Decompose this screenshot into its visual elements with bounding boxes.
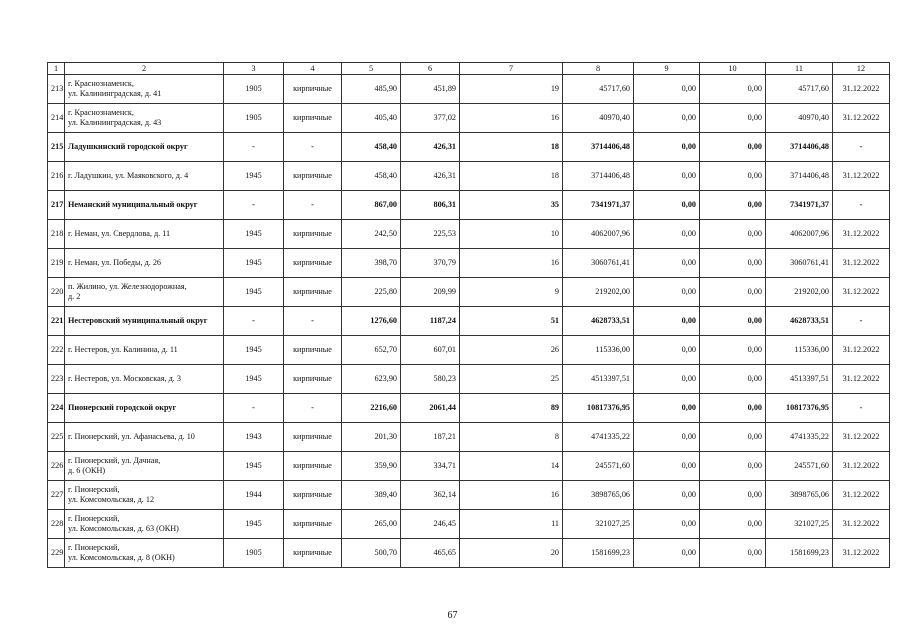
cost-other-cell: 4628733,51 bbox=[766, 307, 833, 336]
column-header: 6 bbox=[401, 63, 460, 75]
column-header: 12 bbox=[833, 63, 890, 75]
municipality-subtotal-row bbox=[48, 191, 890, 220]
address-cell bbox=[65, 510, 224, 539]
row-number: 223 bbox=[48, 365, 65, 394]
cost-other-cell: 321027,25 bbox=[766, 510, 833, 539]
residents-cell: 16 bbox=[460, 481, 563, 510]
deadline-cell: 31.12.2022 bbox=[833, 75, 890, 104]
cost-other-cell: 245571,60 bbox=[766, 452, 833, 481]
deadline-cell: 31.12.2022 bbox=[833, 278, 890, 307]
cost-budget-cell: 0,00 bbox=[700, 75, 766, 104]
address-cell bbox=[65, 539, 224, 568]
address-line: ул. Комсомольская, д. 63 (ОКН) bbox=[68, 524, 179, 533]
row-number: 226 bbox=[48, 452, 65, 481]
cost-other-cell: 219202,00 bbox=[766, 278, 833, 307]
cost-total-cell: 4741335,22 bbox=[563, 423, 634, 452]
housing-register-table bbox=[47, 62, 890, 568]
year-cell: - bbox=[224, 133, 284, 162]
residents-cell: 19 bbox=[460, 75, 563, 104]
address-line: ул. Комсомольская, д. 12 bbox=[68, 495, 155, 504]
deadline-cell: - bbox=[833, 133, 890, 162]
living-area-cell: 426,31 bbox=[401, 133, 460, 162]
living-area-cell: 2061,44 bbox=[401, 394, 460, 423]
year-cell: 1945 bbox=[224, 365, 284, 394]
residents-cell: 9 bbox=[460, 278, 563, 307]
cost-budget-cell: 0,00 bbox=[700, 423, 766, 452]
column-number-header-row bbox=[48, 63, 890, 75]
cost-fund-cell: 0,00 bbox=[634, 249, 700, 278]
address-line: г. Пионерский, bbox=[68, 485, 120, 494]
year-cell: - bbox=[224, 307, 284, 336]
living-area-cell: 370,79 bbox=[401, 249, 460, 278]
cost-total-cell: 4513397,51 bbox=[563, 365, 634, 394]
total-area-cell: 867,00 bbox=[342, 191, 401, 220]
total-area-cell: 389,40 bbox=[342, 481, 401, 510]
table-row bbox=[48, 278, 890, 307]
cost-budget-cell: 0,00 bbox=[700, 133, 766, 162]
row-number: 224 bbox=[48, 394, 65, 423]
address-line: г. Пионерский, ул. Дачная, bbox=[68, 456, 161, 465]
cost-total-cell: 45717,60 bbox=[563, 75, 634, 104]
row-number: 216 bbox=[48, 162, 65, 191]
total-area-cell: 359,90 bbox=[342, 452, 401, 481]
year-cell: - bbox=[224, 191, 284, 220]
address-cell bbox=[65, 452, 224, 481]
residents-cell: 16 bbox=[460, 104, 563, 133]
municipality-subtotal-row bbox=[48, 133, 890, 162]
deadline-cell: 31.12.2022 bbox=[833, 481, 890, 510]
total-area-cell: 265,00 bbox=[342, 510, 401, 539]
cost-other-cell: 45717,60 bbox=[766, 75, 833, 104]
row-number: 218 bbox=[48, 220, 65, 249]
column-header: 4 bbox=[284, 63, 342, 75]
table-row bbox=[48, 336, 890, 365]
column-header: 3 bbox=[224, 63, 284, 75]
table-row bbox=[48, 104, 890, 133]
column-header: 2 bbox=[65, 63, 224, 75]
column-header: 11 bbox=[766, 63, 833, 75]
living-area-cell: 209,99 bbox=[401, 278, 460, 307]
address-line: д. 2 bbox=[68, 292, 81, 301]
cost-other-cell: 1581699,23 bbox=[766, 539, 833, 568]
year-cell: 1905 bbox=[224, 75, 284, 104]
cost-total-cell: 3060761,41 bbox=[563, 249, 634, 278]
address-line: г. Пионерский, bbox=[68, 543, 120, 552]
address-cell bbox=[65, 365, 224, 394]
total-area-cell: 1276,60 bbox=[342, 307, 401, 336]
cost-other-cell: 4062007,96 bbox=[766, 220, 833, 249]
table-row bbox=[48, 481, 890, 510]
column-header: 8 bbox=[563, 63, 634, 75]
year-cell: 1945 bbox=[224, 162, 284, 191]
cost-other-cell: 3060761,41 bbox=[766, 249, 833, 278]
address-line: ул. Калининградская, д. 41 bbox=[68, 89, 162, 98]
column-header: 10 bbox=[700, 63, 766, 75]
address-cell bbox=[65, 307, 224, 336]
row-number: 227 bbox=[48, 481, 65, 510]
cost-other-cell: 3898765,06 bbox=[766, 481, 833, 510]
residents-cell: 18 bbox=[460, 162, 563, 191]
residents-cell: 10 bbox=[460, 220, 563, 249]
cost-total-cell: 10817376,95 bbox=[563, 394, 634, 423]
cost-other-cell: 4513397,51 bbox=[766, 365, 833, 394]
deadline-cell: 31.12.2022 bbox=[833, 423, 890, 452]
cost-total-cell: 4062007,96 bbox=[563, 220, 634, 249]
living-area-cell: 246,45 bbox=[401, 510, 460, 539]
row-number: 221 bbox=[48, 307, 65, 336]
column-header: 1 bbox=[48, 63, 65, 75]
table-row bbox=[48, 452, 890, 481]
living-area-cell: 377,02 bbox=[401, 104, 460, 133]
cost-fund-cell: 0,00 bbox=[634, 75, 700, 104]
deadline-cell: - bbox=[833, 191, 890, 220]
cost-fund-cell: 0,00 bbox=[634, 336, 700, 365]
deadline-cell: - bbox=[833, 394, 890, 423]
cost-fund-cell: 0,00 bbox=[634, 133, 700, 162]
address-cell bbox=[65, 104, 224, 133]
living-area-cell: 607,01 bbox=[401, 336, 460, 365]
column-header: 5 bbox=[342, 63, 401, 75]
row-number: 222 bbox=[48, 336, 65, 365]
cost-other-cell: 3714406,48 bbox=[766, 133, 833, 162]
residents-cell: 11 bbox=[460, 510, 563, 539]
living-area-cell: 580,23 bbox=[401, 365, 460, 394]
address-line: ул. Калининградская, д. 43 bbox=[68, 118, 162, 127]
cost-budget-cell: 0,00 bbox=[700, 452, 766, 481]
cost-budget-cell: 0,00 bbox=[700, 220, 766, 249]
cost-fund-cell: 0,00 bbox=[634, 307, 700, 336]
residents-cell: 8 bbox=[460, 423, 563, 452]
row-number: 217 bbox=[48, 191, 65, 220]
cost-budget-cell: 0,00 bbox=[700, 510, 766, 539]
deadline-cell: - bbox=[833, 307, 890, 336]
residents-cell: 51 bbox=[460, 307, 563, 336]
address-line: Пионерский городской округ bbox=[68, 403, 177, 412]
address-cell bbox=[65, 133, 224, 162]
wall-material-cell: кирпичные bbox=[284, 510, 342, 539]
municipality-subtotal-row bbox=[48, 307, 890, 336]
deadline-cell: 31.12.2022 bbox=[833, 249, 890, 278]
residents-cell: 14 bbox=[460, 452, 563, 481]
address-line: г. Краснознаменск, bbox=[68, 108, 134, 117]
year-cell: 1905 bbox=[224, 104, 284, 133]
cost-fund-cell: 0,00 bbox=[634, 423, 700, 452]
cost-fund-cell: 0,00 bbox=[634, 162, 700, 191]
total-area-cell: 500,70 bbox=[342, 539, 401, 568]
wall-material-cell: кирпичные bbox=[284, 481, 342, 510]
residents-cell: 26 bbox=[460, 336, 563, 365]
row-number: 229 bbox=[48, 539, 65, 568]
cost-budget-cell: 0,00 bbox=[700, 336, 766, 365]
cost-fund-cell: 0,00 bbox=[634, 365, 700, 394]
wall-material-cell: - bbox=[284, 191, 342, 220]
cost-fund-cell: 0,00 bbox=[634, 481, 700, 510]
row-number: 213 bbox=[48, 75, 65, 104]
deadline-cell: 31.12.2022 bbox=[833, 220, 890, 249]
column-header: 7 bbox=[460, 63, 563, 75]
total-area-cell: 623,90 bbox=[342, 365, 401, 394]
table-row bbox=[48, 75, 890, 104]
cost-budget-cell: 0,00 bbox=[700, 365, 766, 394]
cost-budget-cell: 0,00 bbox=[700, 307, 766, 336]
deadline-cell: 31.12.2022 bbox=[833, 510, 890, 539]
cost-budget-cell: 0,00 bbox=[700, 278, 766, 307]
cost-total-cell: 40970,40 bbox=[563, 104, 634, 133]
address-line: г. Нестеров, ул. Калинина, д. 11 bbox=[68, 345, 178, 354]
cost-budget-cell: 0,00 bbox=[700, 162, 766, 191]
cost-fund-cell: 0,00 bbox=[634, 394, 700, 423]
residents-cell: 20 bbox=[460, 539, 563, 568]
table-row bbox=[48, 249, 890, 278]
year-cell: 1945 bbox=[224, 220, 284, 249]
cost-total-cell: 321027,25 bbox=[563, 510, 634, 539]
cost-budget-cell: 0,00 bbox=[700, 191, 766, 220]
total-area-cell: 652,70 bbox=[342, 336, 401, 365]
municipality-subtotal-row bbox=[48, 394, 890, 423]
cost-budget-cell: 0,00 bbox=[700, 394, 766, 423]
total-area-cell: 398,70 bbox=[342, 249, 401, 278]
cost-budget-cell: 0,00 bbox=[700, 481, 766, 510]
cost-total-cell: 219202,00 bbox=[563, 278, 634, 307]
wall-material-cell: кирпичные bbox=[284, 539, 342, 568]
residents-cell: 35 bbox=[460, 191, 563, 220]
wall-material-cell: кирпичные bbox=[284, 220, 342, 249]
cost-fund-cell: 0,00 bbox=[634, 510, 700, 539]
wall-material-cell: кирпичные bbox=[284, 278, 342, 307]
table-row bbox=[48, 510, 890, 539]
wall-material-cell: кирпичные bbox=[284, 249, 342, 278]
address-cell bbox=[65, 220, 224, 249]
row-number: 228 bbox=[48, 510, 65, 539]
year-cell: - bbox=[224, 394, 284, 423]
deadline-cell: 31.12.2022 bbox=[833, 336, 890, 365]
address-line: г. Пионерский, bbox=[68, 514, 120, 523]
year-cell: 1945 bbox=[224, 452, 284, 481]
cost-total-cell: 3898765,06 bbox=[563, 481, 634, 510]
address-cell bbox=[65, 336, 224, 365]
table-row bbox=[48, 162, 890, 191]
wall-material-cell: кирпичные bbox=[284, 75, 342, 104]
table-row bbox=[48, 220, 890, 249]
living-area-cell: 187,21 bbox=[401, 423, 460, 452]
wall-material-cell: - bbox=[284, 307, 342, 336]
cost-fund-cell: 0,00 bbox=[634, 220, 700, 249]
column-header: 9 bbox=[634, 63, 700, 75]
cost-total-cell: 1581699,23 bbox=[563, 539, 634, 568]
living-area-cell: 451,89 bbox=[401, 75, 460, 104]
total-area-cell: 405,40 bbox=[342, 104, 401, 133]
address-cell bbox=[65, 423, 224, 452]
address-line: г. Нестеров, ул. Московская, д. 3 bbox=[68, 374, 181, 383]
address-line: Ладушкинский городской округ bbox=[68, 142, 188, 151]
cost-budget-cell: 0,00 bbox=[700, 539, 766, 568]
address-cell bbox=[65, 394, 224, 423]
deadline-cell: 31.12.2022 bbox=[833, 162, 890, 191]
living-area-cell: 362,14 bbox=[401, 481, 460, 510]
row-number: 214 bbox=[48, 104, 65, 133]
wall-material-cell: кирпичные bbox=[284, 423, 342, 452]
cost-fund-cell: 0,00 bbox=[634, 452, 700, 481]
address-line: ул. Комсомольская, д. 8 (ОКН) bbox=[68, 553, 175, 562]
address-cell bbox=[65, 249, 224, 278]
row-number: 215 bbox=[48, 133, 65, 162]
total-area-cell: 242,50 bbox=[342, 220, 401, 249]
cost-total-cell: 4628733,51 bbox=[563, 307, 634, 336]
year-cell: 1905 bbox=[224, 539, 284, 568]
wall-material-cell: кирпичные bbox=[284, 104, 342, 133]
total-area-cell: 2216,60 bbox=[342, 394, 401, 423]
year-cell: 1945 bbox=[224, 249, 284, 278]
living-area-cell: 225,53 bbox=[401, 220, 460, 249]
cost-other-cell: 7341971,37 bbox=[766, 191, 833, 220]
page-number: 67 bbox=[447, 610, 458, 621]
address-line: д. 6 (ОКН) bbox=[68, 466, 106, 475]
year-cell: 1945 bbox=[224, 278, 284, 307]
deadline-cell: 31.12.2022 bbox=[833, 104, 890, 133]
table-row bbox=[48, 423, 890, 452]
row-number: 220 bbox=[48, 278, 65, 307]
living-area-cell: 806,31 bbox=[401, 191, 460, 220]
year-cell: 1945 bbox=[224, 510, 284, 539]
living-area-cell: 334,71 bbox=[401, 452, 460, 481]
address-cell bbox=[65, 481, 224, 510]
cost-other-cell: 3714406,48 bbox=[766, 162, 833, 191]
residents-cell: 16 bbox=[460, 249, 563, 278]
total-area-cell: 201,30 bbox=[342, 423, 401, 452]
wall-material-cell: кирпичные bbox=[284, 336, 342, 365]
cost-fund-cell: 0,00 bbox=[634, 191, 700, 220]
wall-material-cell: кирпичные bbox=[284, 365, 342, 394]
address-cell bbox=[65, 191, 224, 220]
cost-other-cell: 4741335,22 bbox=[766, 423, 833, 452]
wall-material-cell: кирпичные bbox=[284, 452, 342, 481]
address-line: Неманский муниципальный округ bbox=[68, 200, 198, 209]
row-number: 219 bbox=[48, 249, 65, 278]
cost-total-cell: 3714406,48 bbox=[563, 133, 634, 162]
address-line: г. Неман, ул. Победы, д. 26 bbox=[68, 258, 162, 267]
cost-fund-cell: 0,00 bbox=[634, 539, 700, 568]
year-cell: 1945 bbox=[224, 336, 284, 365]
cost-total-cell: 115336,00 bbox=[563, 336, 634, 365]
cost-budget-cell: 0,00 bbox=[700, 249, 766, 278]
residents-cell: 25 bbox=[460, 365, 563, 394]
year-cell: 1944 bbox=[224, 481, 284, 510]
total-area-cell: 458,40 bbox=[342, 133, 401, 162]
total-area-cell: 225,80 bbox=[342, 278, 401, 307]
living-area-cell: 1187,24 bbox=[401, 307, 460, 336]
table-row bbox=[48, 365, 890, 394]
wall-material-cell: - bbox=[284, 133, 342, 162]
cost-fund-cell: 0,00 bbox=[634, 278, 700, 307]
wall-material-cell: - bbox=[284, 394, 342, 423]
cost-other-cell: 10817376,95 bbox=[766, 394, 833, 423]
cost-fund-cell: 0,00 bbox=[634, 104, 700, 133]
row-number: 225 bbox=[48, 423, 65, 452]
deadline-cell: 31.12.2022 bbox=[833, 365, 890, 394]
address-line: г. Пионерский, ул. Афанасьева, д. 10 bbox=[68, 432, 195, 441]
address-line: п. Жилино, ул. Железнодорожная, bbox=[68, 282, 187, 291]
residents-cell: 18 bbox=[460, 133, 563, 162]
cost-total-cell: 7341971,37 bbox=[563, 191, 634, 220]
living-area-cell: 465,65 bbox=[401, 539, 460, 568]
address-line: г. Ладушкин, ул. Маяковского, д. 4 bbox=[68, 171, 189, 180]
address-line: г. Неман, ул. Свердлова, д. 11 bbox=[68, 229, 171, 238]
cost-budget-cell: 0,00 bbox=[700, 104, 766, 133]
table-row bbox=[48, 539, 890, 568]
address-line: г. Краснознаменск, bbox=[68, 79, 134, 88]
total-area-cell: 458,40 bbox=[342, 162, 401, 191]
cost-total-cell: 245571,60 bbox=[563, 452, 634, 481]
year-cell: 1943 bbox=[224, 423, 284, 452]
deadline-cell: 31.12.2022 bbox=[833, 539, 890, 568]
address-line: Нестеровский муниципальный округ bbox=[68, 316, 208, 325]
cost-other-cell: 40970,40 bbox=[766, 104, 833, 133]
total-area-cell: 485,90 bbox=[342, 75, 401, 104]
wall-material-cell: кирпичные bbox=[284, 162, 342, 191]
residents-cell: 89 bbox=[460, 394, 563, 423]
deadline-cell: 31.12.2022 bbox=[833, 452, 890, 481]
cost-total-cell: 3714406,48 bbox=[563, 162, 634, 191]
cost-other-cell: 115336,00 bbox=[766, 336, 833, 365]
address-cell bbox=[65, 278, 224, 307]
living-area-cell: 426,31 bbox=[401, 162, 460, 191]
address-cell bbox=[65, 162, 224, 191]
address-cell bbox=[65, 75, 224, 104]
